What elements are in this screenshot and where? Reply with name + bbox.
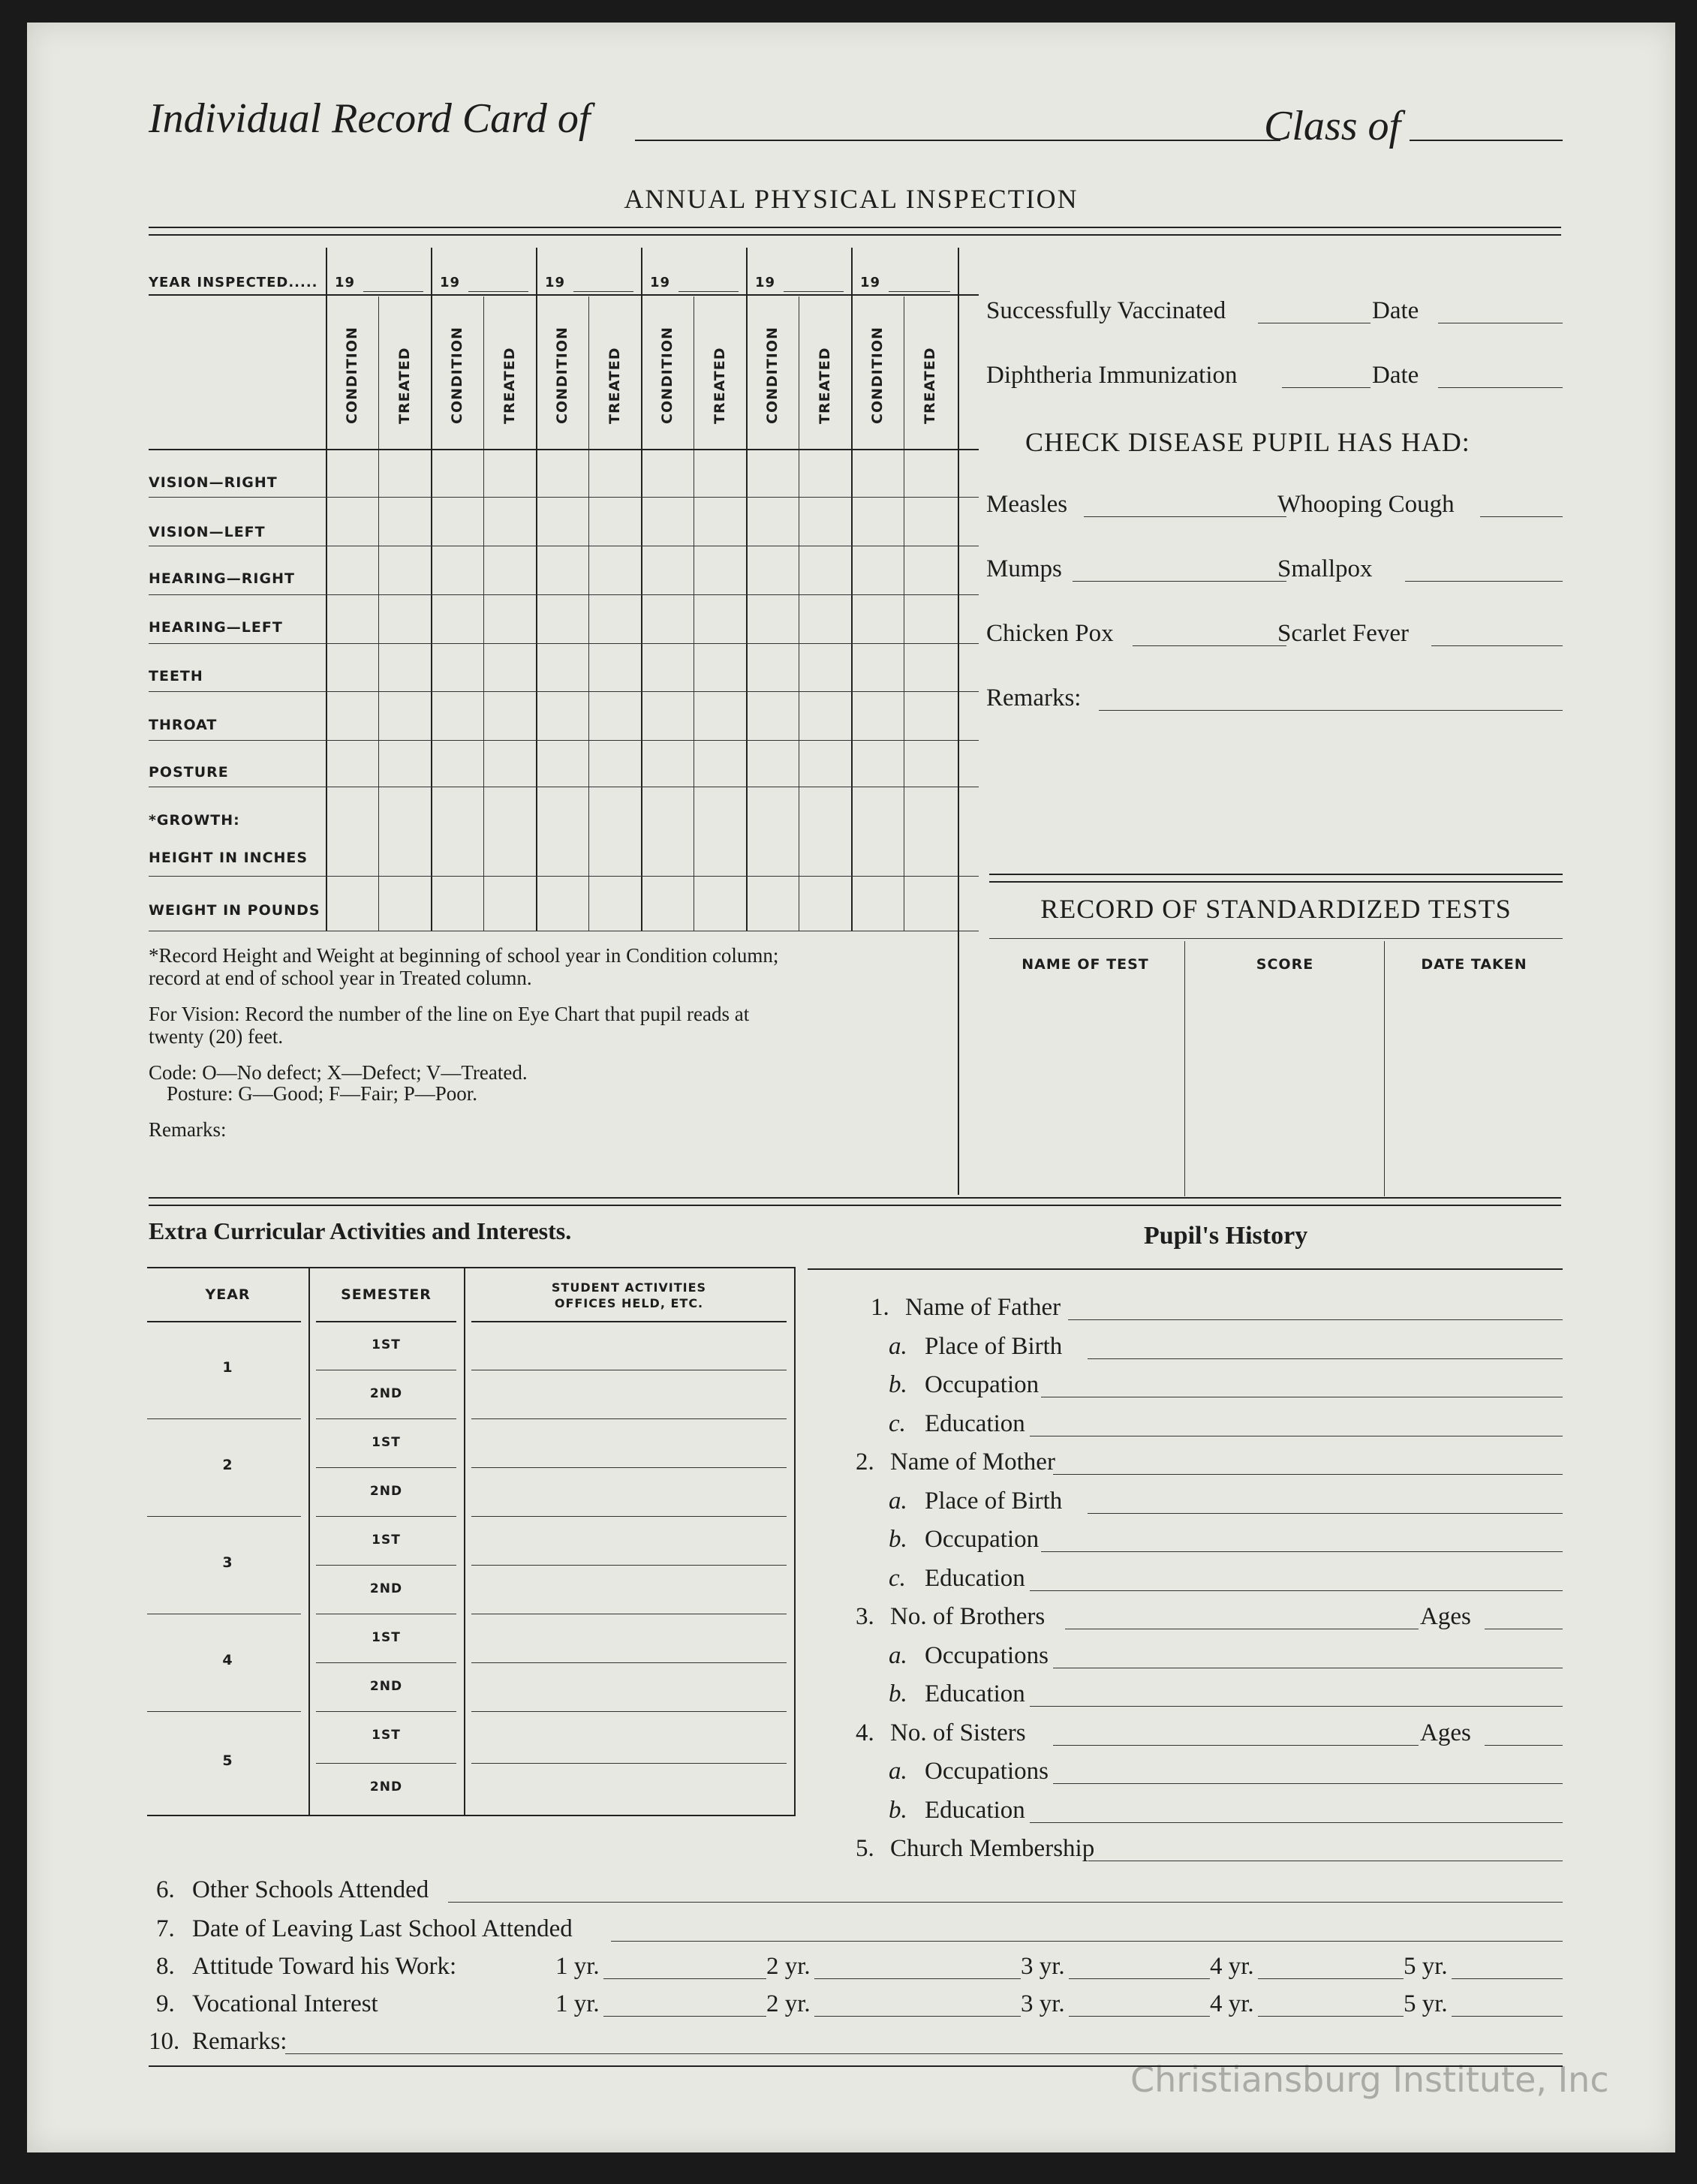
tests-title: RECORD OF STANDARDIZED TESTS — [1040, 894, 1512, 924]
history-field[interactable] — [285, 2053, 1563, 2054]
row-label: HEIGHT IN INCHES — [149, 850, 308, 866]
history-num: 3. — [856, 1603, 874, 1630]
year-prefix: 19 — [440, 275, 461, 290]
note-text: record at end of school year in Treated column. — [149, 967, 532, 989]
history-num: 4. — [856, 1719, 874, 1746]
yr-field[interactable] — [814, 1978, 1021, 1979]
history-num: 10. — [149, 2028, 180, 2055]
diphtheria-field[interactable] — [1282, 387, 1371, 388]
col-condition-label: CONDITION — [449, 326, 465, 424]
history-field[interactable] — [1053, 1474, 1563, 1475]
history-num: b. — [889, 1680, 907, 1707]
disease-label: Whooping Cough — [1277, 491, 1455, 518]
note-text: twenty (20) feet. — [149, 1025, 284, 1048]
year-field[interactable] — [573, 291, 633, 292]
col-year: YEAR — [205, 1286, 251, 1303]
yr-label: 5 yr. — [1404, 1990, 1448, 2017]
col-treated-label: TREATED — [817, 347, 833, 424]
history-num: c. — [889, 1564, 906, 1592]
year-number: 5 — [222, 1752, 233, 1769]
disease-field[interactable] — [1405, 581, 1563, 582]
history-label: No. of Sisters — [890, 1719, 1026, 1746]
watermark: Christiansburg Institute, Inc — [1130, 2059, 1609, 2100]
row-label: VISION—LEFT — [149, 524, 266, 540]
history-label: Date of Leaving Last School Attended — [192, 1915, 573, 1942]
rule — [316, 1321, 456, 1322]
rule — [147, 1815, 796, 1816]
yr-label: 2 yr. — [766, 1953, 811, 1980]
card-title: Individual Record Card of — [149, 95, 591, 142]
history-label: Vocational Interest — [192, 1990, 378, 2017]
class-line[interactable] — [1410, 140, 1563, 141]
row-label: VISION—RIGHT — [149, 474, 278, 491]
note-text: For Vision: Record the number of the line on Eye Chart that pupil reads at — [149, 1003, 750, 1025]
rule — [989, 938, 1563, 939]
history-label: Other Schools Attended — [192, 1876, 429, 1903]
rule — [149, 2065, 1563, 2067]
rule — [147, 1321, 301, 1322]
year-prefix: 19 — [755, 275, 776, 290]
section-divider — [958, 248, 959, 1195]
semester-label: 2ND — [369, 1386, 403, 1401]
history-num: 2. — [856, 1448, 874, 1476]
yr-label: 4 yr. — [1210, 1990, 1254, 2017]
semester-label: 1ST — [372, 1728, 401, 1743]
col-treated-label: TREATED — [712, 347, 728, 424]
history-num: a. — [889, 1332, 907, 1360]
grid-hline — [149, 594, 979, 595]
yr-field[interactable] — [603, 2016, 766, 2017]
history-num: a. — [889, 1641, 907, 1669]
history-label: Occupation — [925, 1371, 1040, 1398]
year-number: 1 — [222, 1359, 233, 1376]
rule — [149, 1205, 1561, 1206]
history-label: Education — [925, 1680, 1025, 1707]
year-inspected-label: YEAR INSPECTED..... — [149, 275, 318, 290]
history-field[interactable] — [1088, 1358, 1563, 1359]
yr-label: 3 yr. — [1021, 1990, 1065, 2017]
history-label: Occupation — [925, 1526, 1040, 1553]
semester-label: 2ND — [369, 1581, 403, 1596]
grid-hline — [149, 294, 979, 296]
history-num: 7. — [156, 1915, 175, 1942]
grid-hline — [149, 449, 979, 450]
history-label: Church Membership — [890, 1835, 1095, 1862]
activity-field[interactable] — [471, 1565, 787, 1566]
disease-label: Smallpox — [1277, 555, 1373, 582]
history-label: Name of Father — [905, 1294, 1061, 1321]
yr-label: 1 yr. — [555, 1953, 600, 1980]
history-num: a. — [889, 1758, 907, 1785]
year-field[interactable] — [678, 291, 739, 292]
rule — [316, 1418, 456, 1419]
disease-label: Chicken Pox — [986, 620, 1114, 647]
subtitle: ANNUAL PHYSICAL INSPECTION — [624, 184, 1079, 214]
yr-field[interactable] — [1452, 2016, 1563, 2017]
grid-vline — [483, 296, 484, 931]
rule — [147, 1267, 794, 1268]
history-num: 9. — [156, 1990, 175, 2017]
yr-field[interactable] — [1069, 1978, 1210, 1979]
rule — [989, 881, 1563, 883]
semester-label: 1ST — [372, 1435, 401, 1450]
yr-label: 2 yr. — [766, 1990, 811, 2017]
history-field[interactable] — [611, 1941, 1563, 1942]
date-field[interactable] — [1438, 387, 1563, 388]
disease-field[interactable] — [1133, 645, 1286, 646]
year-prefix: 19 — [335, 275, 356, 290]
disease-field[interactable] — [1431, 645, 1563, 646]
disease-label: Scarlet Fever — [1277, 620, 1410, 647]
remarks-label: Remarks: — [986, 684, 1082, 711]
row-label: HEARING—RIGHT — [149, 570, 295, 587]
rule — [147, 1516, 301, 1517]
history-num: b. — [889, 1796, 907, 1824]
history-num: 6. — [156, 1876, 175, 1903]
disease-label: Mumps — [986, 555, 1062, 582]
history-field[interactable] — [1068, 1319, 1563, 1320]
history-field[interactable] — [1088, 1513, 1563, 1514]
year-field[interactable] — [363, 291, 423, 292]
history-num: 8. — [156, 1953, 175, 1980]
history-field[interactable] — [1041, 1551, 1563, 1552]
ages-label: Ages — [1420, 1719, 1471, 1746]
history-field[interactable] — [1053, 1783, 1563, 1784]
history-num: b. — [889, 1526, 907, 1553]
grid-hline — [149, 740, 979, 741]
yr-field[interactable] — [1452, 1978, 1563, 1979]
tests-col-score: SCORE — [1256, 956, 1314, 973]
col-condition-label: CONDITION — [764, 326, 781, 424]
diphtheria-label: Diphtheria Immunization — [986, 362, 1238, 389]
activity-field[interactable] — [471, 1763, 787, 1764]
semester-label: 2ND — [369, 1679, 403, 1694]
note-text: Posture: G—Good; F—Fair; P—Poor. — [167, 1082, 478, 1105]
yr-field[interactable] — [1258, 2016, 1404, 2017]
grid-vline — [641, 248, 642, 931]
rule — [316, 1763, 456, 1764]
grid-hline — [149, 691, 979, 692]
name-line[interactable] — [635, 140, 1280, 141]
year-prefix: 19 — [545, 275, 566, 290]
activities-title: Extra Curricular Activities and Interests. — [149, 1217, 572, 1244]
rule — [316, 1565, 456, 1566]
row-label: *GROWTH: — [149, 812, 240, 829]
yr-field[interactable] — [603, 1978, 766, 1979]
row-label: HEARING—LEFT — [149, 619, 283, 636]
ages-field[interactable] — [1485, 1745, 1563, 1746]
date-label: Date — [1372, 297, 1419, 324]
rule — [316, 1516, 456, 1517]
tests-col-name: NAME OF TEST — [1022, 956, 1149, 973]
grid-vline — [851, 248, 853, 931]
activity-field[interactable] — [471, 1418, 787, 1419]
history-label: Occupations — [925, 1641, 1049, 1669]
semester-label: 1ST — [372, 1533, 401, 1548]
disease-field[interactable] — [1084, 516, 1286, 517]
disease-field[interactable] — [1480, 516, 1563, 517]
grid-vline — [746, 248, 748, 931]
row-label: WEIGHT IN POUNDS — [149, 902, 320, 919]
activity-field[interactable] — [471, 1516, 787, 1517]
rule — [989, 874, 1563, 875]
grid-hline — [149, 876, 979, 877]
acts-vline — [464, 1267, 465, 1815]
yr-label: 3 yr. — [1021, 1953, 1065, 1980]
yr-label: 1 yr. — [555, 1990, 600, 2017]
year-prefix: 19 — [860, 275, 881, 290]
history-field[interactable] — [1030, 1822, 1563, 1823]
history-field[interactable] — [448, 1902, 1563, 1903]
yr-label: 5 yr. — [1404, 1953, 1448, 1980]
disease-field[interactable] — [1073, 581, 1286, 582]
rule — [316, 1662, 456, 1663]
disease-label: Measles — [986, 491, 1068, 518]
yr-field[interactable] — [1258, 1978, 1404, 1979]
history-num: c. — [889, 1409, 906, 1437]
history-label: Name of Mother — [890, 1448, 1055, 1476]
history-label: Place of Birth — [925, 1332, 1063, 1360]
history-field[interactable] — [1053, 1745, 1419, 1746]
col-condition-label: CONDITION — [869, 326, 886, 424]
history-label: Education — [925, 1409, 1025, 1437]
rule — [149, 1197, 1561, 1199]
rule — [808, 1268, 1563, 1270]
history-num: b. — [889, 1371, 907, 1398]
note-text: Remarks: — [149, 1118, 227, 1141]
col-treated-label: TREATED — [501, 347, 518, 424]
vaccinated-label: Successfully Vaccinated — [986, 297, 1226, 324]
year-number: 3 — [222, 1554, 233, 1571]
rule — [147, 1711, 301, 1712]
year-number: 2 — [222, 1457, 233, 1473]
rule — [147, 1418, 301, 1419]
yr-field[interactable] — [1069, 2016, 1210, 2017]
row-label: TEETH — [149, 668, 203, 684]
activity-field[interactable] — [471, 1662, 787, 1663]
row-label: THROAT — [149, 717, 218, 733]
grid-vline — [588, 296, 589, 931]
note-text: Code: O—No defect; X—Defect; V—Treated. — [149, 1061, 528, 1084]
history-label: Attitude Toward his Work: — [192, 1953, 457, 1980]
col-condition-label: CONDITION — [554, 326, 570, 424]
rule — [149, 234, 1561, 236]
history-label: No. of Brothers — [890, 1603, 1046, 1630]
year-field[interactable] — [468, 291, 528, 292]
ages-label: Ages — [1420, 1603, 1471, 1630]
year-field[interactable] — [784, 291, 844, 292]
history-title: Pupil's History — [1144, 1222, 1308, 1250]
grid-vline — [431, 248, 432, 931]
rule — [316, 1467, 456, 1468]
history-num: 5. — [856, 1835, 874, 1862]
history-label: Education — [925, 1564, 1025, 1592]
grid-hline — [149, 643, 979, 644]
col-treated-label: TREATED — [606, 347, 623, 424]
grid-hline — [149, 497, 979, 498]
semester-label: 2ND — [369, 1779, 403, 1794]
record-card — [27, 23, 1675, 2152]
history-field[interactable] — [1030, 1590, 1563, 1591]
row-label: POSTURE — [149, 764, 229, 781]
history-label: Place of Birth — [925, 1487, 1063, 1515]
rule — [471, 1321, 787, 1322]
remarks-field[interactable] — [1099, 710, 1563, 711]
history-num: 1. — [871, 1294, 889, 1321]
history-num: a. — [889, 1487, 907, 1515]
rule — [316, 1711, 456, 1712]
col-activities: STUDENT ACTIVITIES — [551, 1280, 707, 1295]
activity-field[interactable] — [471, 1711, 787, 1712]
grid-vline — [378, 296, 379, 931]
note-text: *Record Height and Weight at beginning of school year in Condition column; — [149, 944, 779, 967]
grid-vline — [536, 248, 537, 931]
history-label: Occupations — [925, 1758, 1049, 1785]
tests-col-line — [1384, 941, 1385, 1196]
history-label: Education — [925, 1796, 1025, 1824]
history-label: Remarks: — [192, 2028, 287, 2055]
grid-vline — [326, 248, 327, 931]
activity-field[interactable] — [471, 1467, 787, 1468]
yr-label: 4 yr. — [1210, 1953, 1254, 1980]
col-condition-label: CONDITION — [344, 326, 360, 424]
semester-label: 2ND — [369, 1484, 403, 1499]
col-offices: OFFICES HELD, ETC. — [554, 1296, 704, 1310]
year-prefix: 19 — [650, 275, 671, 290]
rule — [149, 227, 1561, 228]
class-label: Class of — [1264, 103, 1401, 149]
tests-col-date: DATE TAKEN — [1421, 956, 1527, 973]
check-disease-title: CHECK DISEASE PUPIL HAS HAD: — [1025, 427, 1470, 457]
year-field[interactable] — [889, 291, 950, 292]
semester-label: 1ST — [372, 1630, 401, 1645]
date-label: Date — [1372, 362, 1419, 389]
col-treated-label: TREATED — [922, 347, 938, 424]
semester-label: 1ST — [372, 1337, 401, 1352]
acts-vline — [794, 1267, 796, 1815]
col-treated-label: TREATED — [396, 347, 413, 424]
tests-col-line — [1184, 941, 1185, 1196]
year-number: 4 — [222, 1652, 233, 1668]
col-condition-label: CONDITION — [659, 326, 675, 424]
col-semester: SEMESTER — [341, 1286, 432, 1303]
history-field[interactable] — [1030, 1706, 1563, 1707]
yr-field[interactable] — [814, 2016, 1021, 2017]
